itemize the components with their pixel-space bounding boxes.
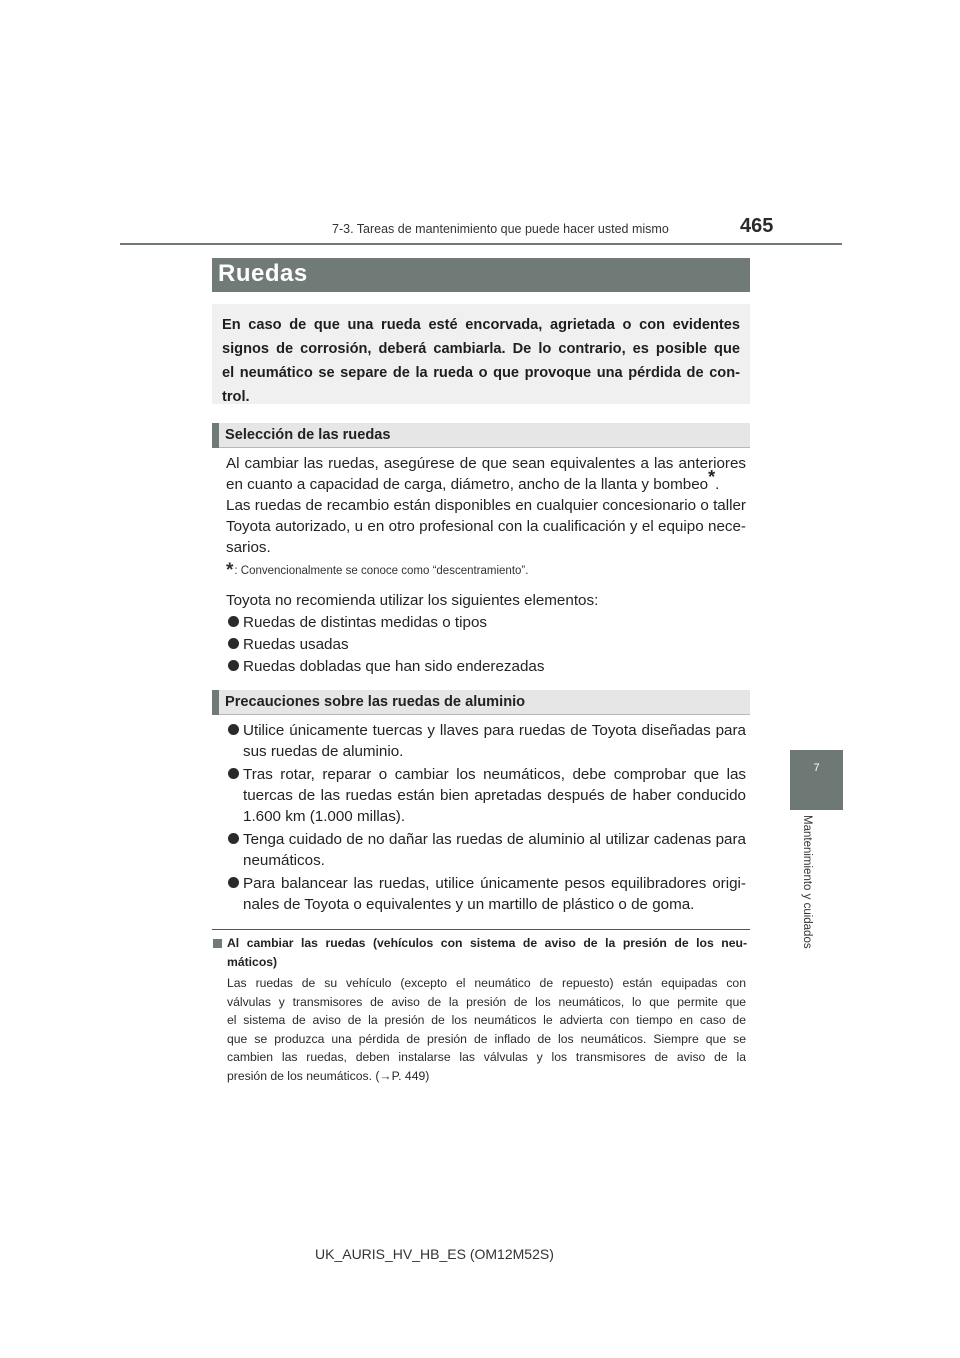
- square-bullet-icon: [213, 939, 222, 948]
- paragraph-line: en cuanto a capacidad de carga, diámetro, ancho de la llanta y bombeo*.: [226, 467, 720, 493]
- list-intro: Toyota no recomienda utilizar los siguientes elementos:: [226, 592, 599, 609]
- note-divider: [212, 929, 750, 930]
- paragraph-line: Las ruedas de recambio están disponibles en cualquier concesionario o taller: [226, 497, 746, 514]
- paragraph-line: sarios.: [226, 539, 271, 556]
- bullet-icon: [228, 768, 239, 779]
- intro-line: En caso de que una rueda esté encorvada, agrietada o con evidentes: [222, 317, 740, 333]
- subheading-marker: [212, 690, 219, 715]
- footnote-marker: *: [708, 467, 716, 487]
- chapter-number: 7: [813, 762, 820, 774]
- bullet-icon: [228, 638, 239, 649]
- selection-paragraph: [226, 453, 746, 558]
- page-reference: presión de los neumáticos. (→P. 449): [227, 1068, 430, 1083]
- bullet-icon: [228, 833, 239, 844]
- bullet-icon: [228, 724, 239, 735]
- section-header: 7-3. Tareas de mantenimiento que puede hacer usted mismo: [332, 222, 669, 236]
- subheading-marker: [212, 423, 219, 448]
- intro-box: [212, 304, 750, 404]
- paragraph-line: Al cambiar las ruedas, asegúrese de que sean equivalentes a las anteriores: [226, 455, 746, 472]
- bullet-icon: [228, 877, 239, 888]
- bullet-icon: [228, 616, 239, 627]
- page-title: Ruedas: [218, 260, 308, 287]
- intro-line: el neumático se separe de la rueda o que provoque una pérdida de con-: [222, 365, 740, 381]
- intro-line: signos de corrosión, deberá cambiarla. De lo contrario, es posible que: [222, 341, 740, 357]
- chapter-label: Mantenimiento y cuidados: [801, 815, 813, 949]
- document-code: UK_AURIS_HV_HB_ES (OM12M52S): [315, 1246, 554, 1262]
- chapter-tab: [790, 750, 843, 810]
- note-heading: Al cambiar las ruedas (vehículos con sistema de aviso de la presión de los neu- máticos): [227, 936, 747, 969]
- subheading-aluminum-precautions: Precauciones sobre las ruedas de aluminio: [225, 694, 526, 710]
- page-number: 465: [740, 215, 774, 237]
- paragraph-line: Toyota autorizado, u en otro profesional con la cualificación y el equipo nece-: [226, 518, 746, 535]
- bullet-icon: [228, 660, 239, 671]
- footnote-marker: *: [226, 560, 234, 581]
- subheading-wheel-selection: Selección de las ruedas: [225, 427, 391, 443]
- intro-line: trol.: [222, 389, 250, 405]
- note-body: Las ruedas de su vehículo (excepto el neumático de repuesto) están equipadas con válvulas y transmisores de aviso de la presión de los neumáticos, lo que permite que el sistema de aviso de la presión de los neumáticos le advierta con tiempo en caso de que se produzca una pérdida de presión de inflado de los neumáticos. Siempre que se cambien las ruedas, deben instalarse las válvulas y los transmisores de aviso de la presión de los neumáticos. (→P. 449): [227, 974, 746, 1085]
- header-rule: [120, 243, 842, 245]
- footnote: *: Convencionalmente se conoce como “descentramiento”.: [226, 560, 529, 581]
